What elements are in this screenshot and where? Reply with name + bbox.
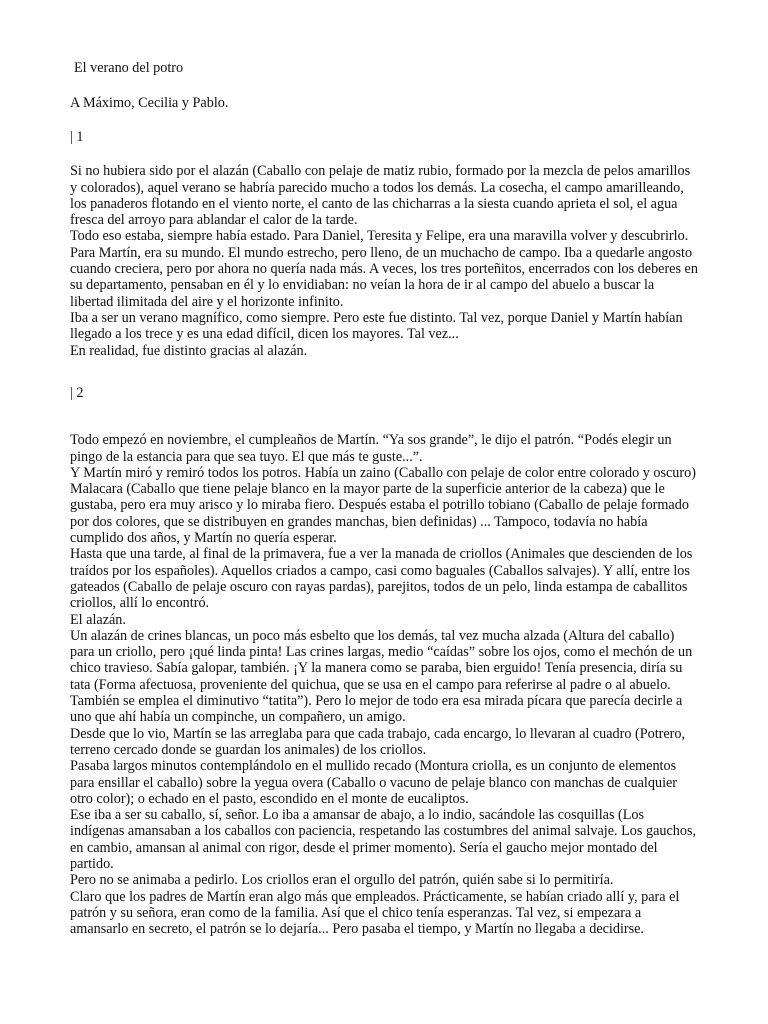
paragraph: Iba a ser un verano magnífico, como siempre. Pero este fue distinto. Tal vez, porque Daniel y Martín habían llegado a los trece y es una edad difícil, dicen los mayores. Tal vez... bbox=[70, 309, 683, 343]
paragraph: Claro que los padres de Martín eran algo más que empleados. Prácticamente, se habían criado allí y, para el patrón y su señora, eran como de la familia. Así que el chico tenía esperanzas. Tal vez, si empezara a amansarlo en secreto, el patrón se lo dejaría... Pero pasaba el tiempo, y Martín no llegaba a decidirse. bbox=[70, 888, 680, 938]
paragraph: El alazán. bbox=[70, 611, 126, 628]
paragraph: Desde que lo vio, Martín se las arreglaba para que cada trabajo, cada encargo, lo llevaran al cuadro (Potrero, terreno cercado donde se guardan los animales) de los criollos. bbox=[70, 725, 686, 758]
paragraph: Y Martín miró y remiró todos los potros. Había un zaino (Caballo con pelaje de color entre colorado y oscuro) bbox=[70, 464, 696, 481]
section-body bbox=[70, 432, 700, 937]
paragraph: En realidad, fue distinto gracias al alazán. bbox=[70, 342, 308, 359]
paragraph: Si no hubiera sido por el alazán (Caballo con pelaje de matiz rubio, formado por la mezcla de pelos amarillos y colorados), aquel verano se habría parecido mucho a todos los demás. La cosecha, el campo amarilleando, los panaderos flotando en el viento norte, el canto de las chicharras a la siesta cuando aprieta el sol, el agua fresca del arroyo para ablandar el calor de la tarde. bbox=[70, 163, 691, 229]
section-body bbox=[70, 163, 700, 359]
paragraph: Un alazán de crines blancas, un poco más esbelto que los demás, tal vez mucha alzada (Altura del caballo) para un criollo, pero ¡qué linda pinta! Las crines largas, medio “caídas” sobre los ojos, como el mechón de un chico travieso. Sabía galopar, también. ¡Y la manera como se paraba, bien erguido! Tenía presencia, diría su tata (Forma afectuosa, proveniente del quichua, que se usa en el campo para referirse al padre o al abuelo. También se emplea el diminutivo “tatita”). Pero lo mejor de todo era esa mirada pícara que parecía decirle a uno que ahí había un compinche, un compañero, un amigo. bbox=[70, 627, 693, 726]
paragraph: Pero no se animaba a pedirlo. Los criollos eran el orgullo del patrón, quién sabe si lo permitiría. bbox=[70, 872, 614, 889]
paragraph: Para Martín, era su mundo. El mundo estrecho, pero lleno, de un muchacho de campo. Iba a quedarle angosto cuando creciera, pero por ahora no quería nada más. A veces, los tres porteñitos, encerrados con los deberes en su departamento, pensaban en él y lo envidiaban: no veían la hora de ir al campo del abuelo a buscar la libertad ilimitada del aire y el horizonte infinito. bbox=[70, 244, 698, 310]
paragraph: Malacara (Caballo que tiene pelaje blanco en la mayor parte de la superficie anterior de la cabeza) que le gustaba, pero era muy arisco y lo miraba fiero. Después estaba el potrillo tobiano (Caballo de pelaje formado por dos colores, que se distribuyen en grandes manchas, bien definidas) ... Tampoco, todavía no había cumplido dos años, y Martín no quería esperar. bbox=[70, 481, 689, 547]
paragraph: Hasta que una tarde, al final de la primavera, fue a ver la manada de criollos (Animales que descienden de los traídos por los españoles). Aquellos criados a campo, casi como baguales (Caballos salvajes). Y allí, entre los gateados (Caballo de pelaje oscuro con rayas pardas), parejitos, todos de un pelo, linda estampa de caballitos criollos, allí lo encontró. bbox=[70, 546, 693, 612]
section-label: | 2 bbox=[70, 385, 84, 401]
section-1 bbox=[70, 129, 700, 359]
paragraph: Todo eso estaba, siempre había estado. Para Daniel, Teresita y Felipe, era una maravilla volver y descubrirlo. bbox=[70, 228, 689, 245]
paragraph: Todo empezó en noviembre, el cumpleaños de Martín. “Ya sos grande”, le dijo el patrón. “Podés elegir un pingo de la estancia para que sea tuyo. El que más te guste...”. bbox=[70, 432, 672, 465]
dedication: A Máximo, Cecilia y Pablo. bbox=[70, 95, 229, 111]
paragraph: Pasaba largos minutos contemplándolo en el mullido recado (Montura criolla, es un conjunto de elementos para ensillar el caballo) sobre la yegua overa (Caballo o vacuno de pelaje blanco con manchas de cualquier otro color); o echado en el pasto, escondido en el monte de eucaliptos. bbox=[70, 758, 678, 807]
paragraph: Ese iba a ser su caballo, sí, señor. Lo iba a amansar de abajo, a lo indio, sacándole las cosquillas (Los indígenas amansaban a los caballos con paciencia, respetando las costumbres del animal salvaje. Los gauchos, en cambio, amansan al animal con rigor, desde el primer momento). Sería el gaucho mejor montado del partido. bbox=[70, 807, 697, 873]
section-label: | 1 bbox=[70, 129, 84, 145]
document-title: El verano del potro bbox=[74, 60, 184, 76]
section-2 bbox=[70, 385, 700, 938]
